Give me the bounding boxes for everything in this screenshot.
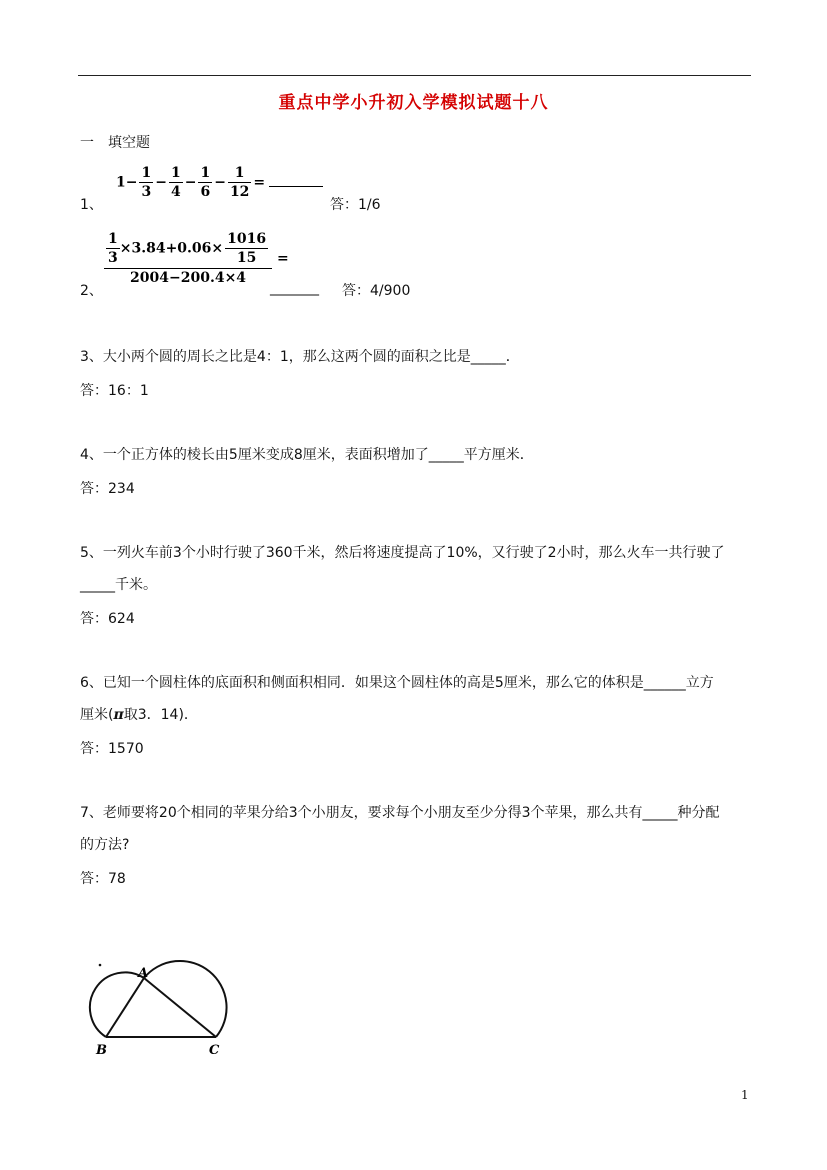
- segment-ac: [144, 978, 216, 1037]
- q2-answer: 答：4/900: [342, 283, 411, 299]
- q2-main-fraction: [104, 230, 272, 287]
- stray-dot: [99, 964, 102, 967]
- page-title: 重点中学小升初入学模拟试题十八: [278, 93, 549, 113]
- q1-answer: 答：1/6: [330, 197, 381, 213]
- q1-number: 1、: [80, 197, 103, 213]
- pi-symbol: π: [113, 707, 124, 723]
- q5-text-line2: _____千米。: [80, 577, 157, 593]
- q5-answer: 答：624: [80, 611, 135, 627]
- q3-answer: 答：16：1: [80, 383, 149, 399]
- section-heading: 一 填空题: [80, 135, 150, 151]
- small-arc: [90, 972, 144, 1037]
- label-c: C: [209, 1043, 220, 1058]
- q1-answer-blank: [269, 186, 323, 187]
- label-b: B: [96, 1043, 107, 1058]
- q3-text: 3、大小两个圆的周长之比是4：1，那么这两个圆的面积之比是_____．: [80, 349, 520, 365]
- q1-frac-4: $\frac{1}{12}$: [229, 165, 250, 200]
- q1-frac-2: $\frac{1}{4}$: [170, 165, 181, 200]
- q4-text: 4、一个正方体的棱长由5厘米变成8厘米，表面积增加了_____平方厘米．: [80, 447, 534, 463]
- label-a: A: [138, 966, 149, 981]
- q6-text-line2: 厘米(π取3．14)．: [80, 707, 198, 723]
- q7-text-line1: 7、老师要将20个相同的苹果分给3个小朋友，要求每个小朋友至少分得3个苹果，那么共有_____种分配: [80, 805, 720, 821]
- q2-numerator: $\frac{1}{3}$ ×3.84+0.06× $\frac{1016}{15}$: [104, 230, 272, 269]
- header-rule: [78, 75, 751, 76]
- q2-number: 2、: [80, 283, 103, 299]
- page-number: 1: [741, 1088, 749, 1102]
- large-arc: [144, 961, 227, 1037]
- q2-expression: $\frac{1}{3}$ ×3.84+0.06× $\frac{1016}{15}$ 2004−200.4×4 =: [104, 230, 289, 287]
- q6-answer: 答：1570: [80, 741, 144, 757]
- q4-answer: 答：234: [80, 481, 135, 497]
- geometry-figure: [76, 955, 236, 1060]
- q6-text-line1: 6、已知一个圆柱体的底面积和侧面积相同．如果这个圆柱体的高是5厘米，那么它的体积是______立方: [80, 675, 714, 691]
- q5-text-line1: 5、一列火车前3个小时行驶了360千米，然后将速度提高了10%，又行驶了2小时，那么火车一共行驶了: [80, 545, 725, 561]
- segment-ab: [106, 978, 144, 1037]
- q7-text-line2: 的方法?: [80, 837, 130, 853]
- q1-frac-3: $\frac{1}{6}$: [200, 165, 211, 200]
- q1-expression: 1− $\frac{1}{3}$ − $\frac{1}{4}$ − $\frac{1}{6}$ − $\frac{1}{12}$ =: [116, 164, 323, 201]
- q1-frac-1: $\frac{1}{3}$: [141, 165, 152, 200]
- q7-answer: 答：78: [80, 871, 126, 887]
- q2-answer-blank: _______: [270, 280, 319, 296]
- q1-one: 1: [116, 174, 126, 191]
- q2-denominator: 2004−200.4×4: [130, 270, 247, 286]
